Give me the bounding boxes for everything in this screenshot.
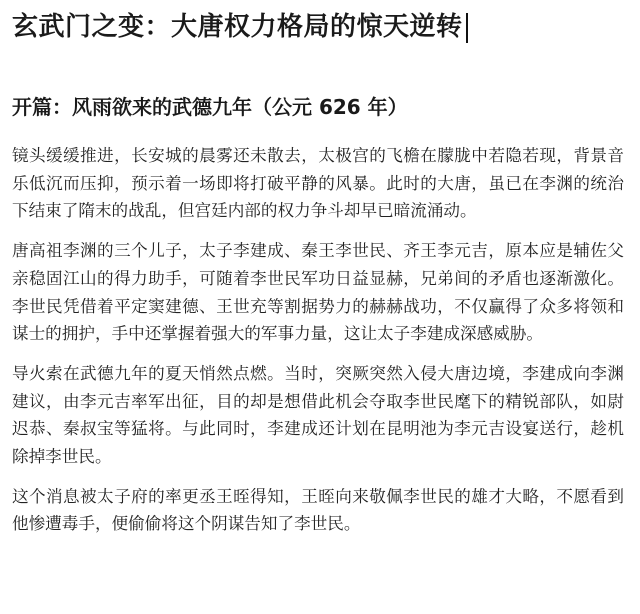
- paragraph-2: 唐高祖李渊的三个儿子，太子李建成、秦王李世民、齐王李元吉，原本应是辅佐父亲稳固江山的得力助手，可随着李世民军功日益显赫，兄弟间的矛盾也逐渐激化。李世民凭借着平定窦建德、王世充等割据势力的赫赫战功，不仅赢得了众多将领和谋士的拥护，手中还掌握着强大的军事力量，这让太子李建成深感威胁。: [12, 241, 624, 344]
- page-title[interactable]: [12, 7, 468, 47]
- paragraph-1: 镜头缓缓推进，长安城的晨雾还未散去，太极宫的飞檐在朦胧中若隐若现，背景音乐低沉而压抑，预示着一场即将打破平静的风暴。此时的大唐，虽已在李渊的统治下结束了隋末的战乱，但宫廷内部的权力争斗却早已暗流涌动。: [12, 146, 624, 221]
- title-bar: [12, 4, 632, 50]
- paragraph-3: 导火索在武德九年的夏天悄然点燃。当时，突厥突然入侵大唐边境，李建成向李渊建议，由李元吉率军出征，目的却是想借此机会夺取李世民麾下的精锐部队，如尉迟恭、秦叔宝等猛将。与此同时，李建成还计划在昆明池为李元吉设宴送行，趁机除掉李世民。: [12, 363, 624, 467]
- section-heading: 开篇：风雨欲来的武德九年（公元 626 年）: [12, 95, 408, 119]
- paragraph-4: 这个消息被太子府的率更丞王晊得知，王晊向来敬佩李世民的雄才大略，不愿看到他惨遭毒手，便偷偷将这个阴谋告知了李世民。: [12, 486, 624, 534]
- article-body: [12, 142, 624, 550]
- text-cursor: [466, 13, 468, 43]
- page-title-text: 玄武门之变：大唐权力格局的惊天逆转: [12, 12, 463, 42]
